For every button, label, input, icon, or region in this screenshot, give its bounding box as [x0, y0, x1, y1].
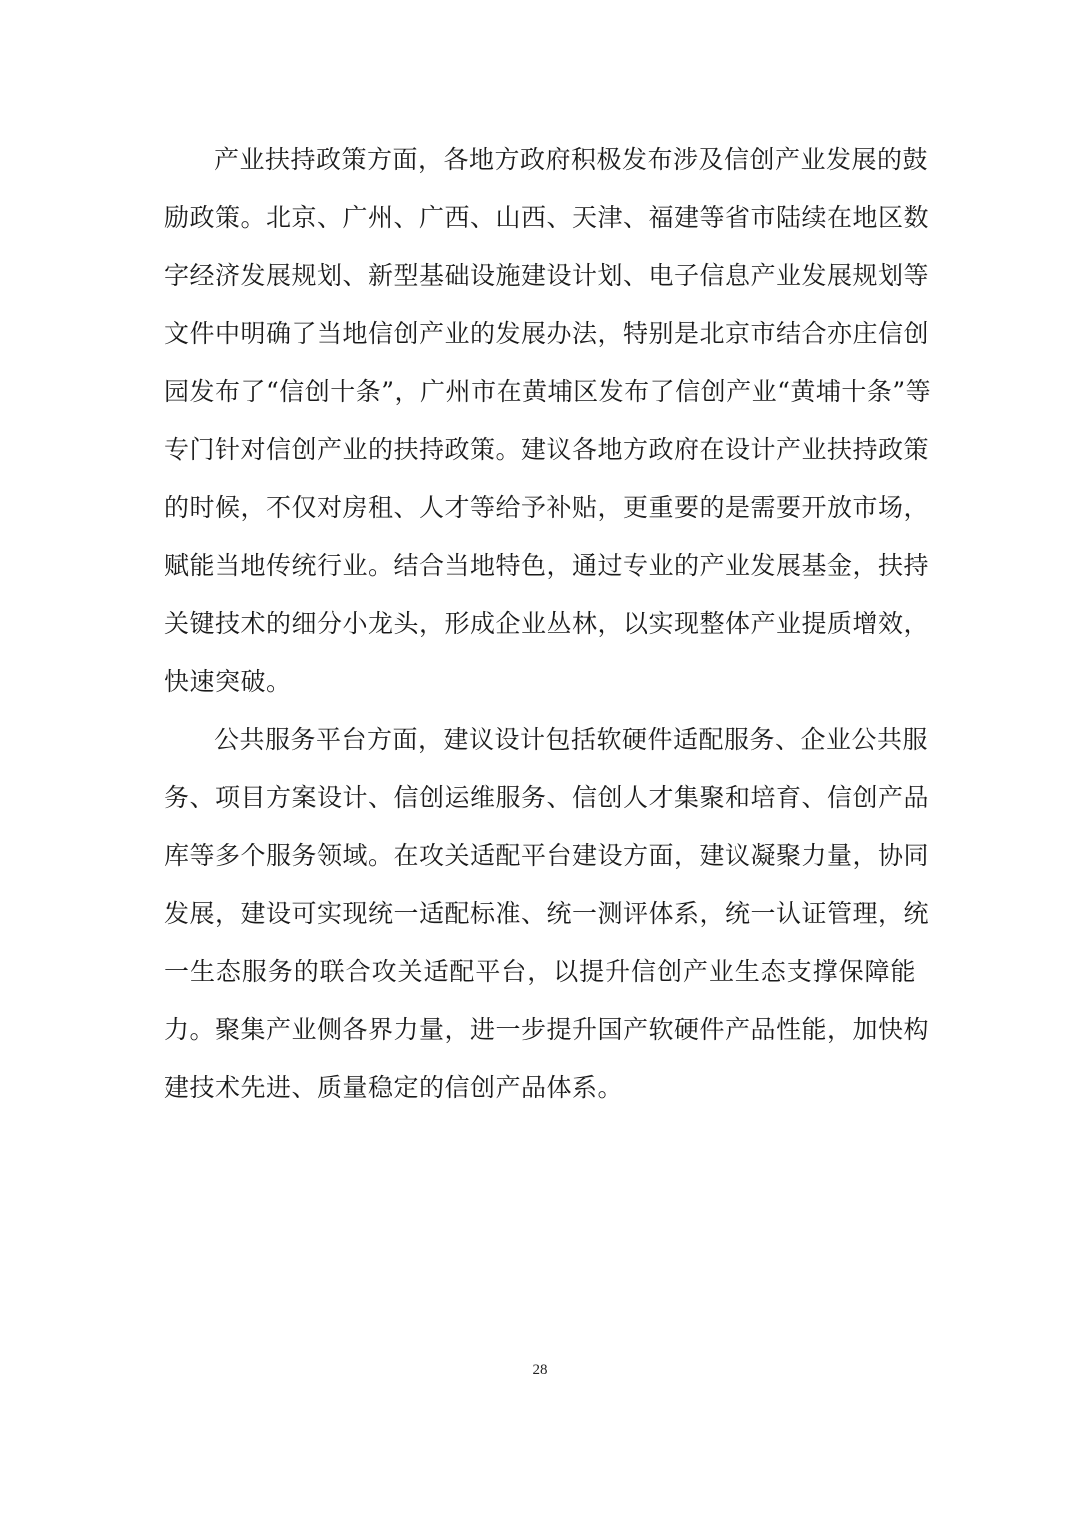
text-line: 园发布了“信创十条”，广州市在黄埔区发布了信创产业“黄埔十条”等 — [164, 377, 932, 406]
text-line: 文件中明确了当地信创产业的发展办法，特别是北京市结合亦庄信创 — [164, 319, 930, 348]
text-line: 关键技术的细分小龙头，形成企业丛林，以实现整体产业提质增效， — [164, 609, 930, 638]
text-line: 赋能当地传统行业。结合当地特色，通过专业的产业发展基金，扶持 — [164, 551, 930, 580]
paragraph-industry-support-policy — [164, 131, 932, 711]
text-line: 快速突破。 — [164, 667, 292, 696]
text-line: 公共服务平台方面，建议设计包括软硬件适配服务、企业公共服 — [214, 725, 929, 754]
paragraph-public-service-platform — [164, 711, 930, 1117]
body-text — [164, 131, 932, 1117]
text-line: 一生态服务的联合攻关适配平台，以提升信创产业生态支撑保障能 — [164, 957, 916, 986]
text-line: 励政策。北京、广州、广西、山西、天津、福建等省市陆续在地区数 — [164, 203, 930, 232]
text-line: 建技术先进、质量稳定的信创产品体系。 — [164, 1073, 624, 1102]
text-line: 专门针对信创产业的扶持政策。建议各地方政府在设计产业扶持政策 — [164, 435, 930, 464]
text-line: 字经济发展规划、新型基础设施建设计划、电子信息产业发展规划等 — [164, 261, 930, 290]
text-line: 的时候，不仅对房租、人才等给予补贴，更重要的是需要开放市场， — [164, 493, 930, 522]
text-line: 发展，建设可实现统一适配标准、统一测评体系，统一认证管理，统 — [164, 899, 930, 928]
text-line: 产业扶持政策方面，各地方政府积极发布涉及信创产业发展的鼓 — [214, 145, 929, 174]
page-number: 28 — [532, 1362, 548, 1378]
text-line: 务、项目方案设计、信创运维服务、信创人才集聚和培育、信创产品 — [164, 783, 930, 812]
text-line: 库等多个服务领域。在攻关适配平台建设方面，建议凝聚力量，协同 — [164, 841, 930, 870]
text-line: 力。聚集产业侧各界力量，进一步提升国产软硬件产品性能，加快构 — [164, 1015, 930, 1044]
